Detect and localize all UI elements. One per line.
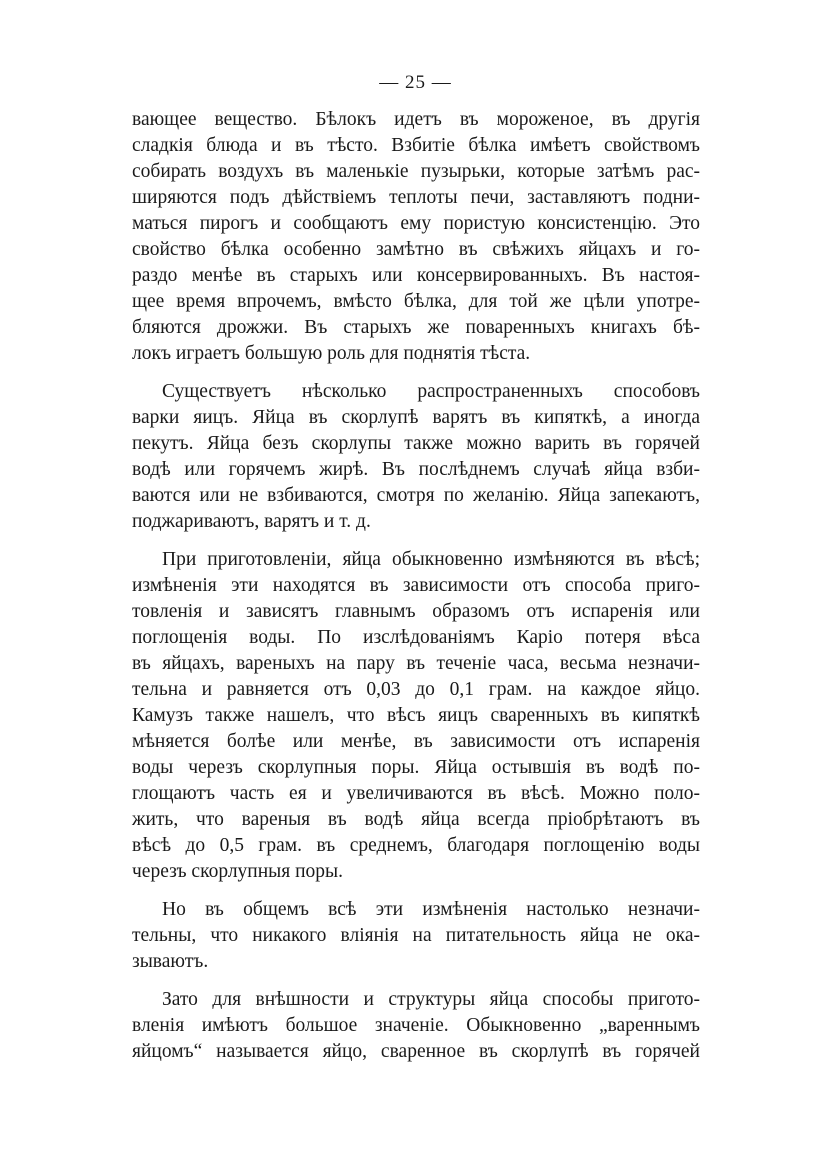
paragraph [132,379,700,535]
text-line: щее время впрочемъ, вмѣсто бѣлка, для той же цѣли употре- [132,291,700,312]
text-line: ширяются подъ дѣйствіемъ теплоты печи, заставляютъ подни- [132,187,700,208]
page-number: — 25 — [379,72,452,93]
paragraph [132,897,700,975]
text-line: бляются дрожжи. Въ старыхъ же поваренныхъ книгахъ бѣ- [132,317,700,338]
text-line: тельны, что никакого вліянія на питательность яйца не ока- [132,925,700,946]
text-line: въ яйцахъ, вареныхъ на пару въ теченіе часа, весьма незначи- [132,653,700,674]
text-line: пекутъ. Яйца безъ скорлупы также можно варить въ горячей [132,433,700,454]
text-line: Камузъ также нашелъ, что вѣсъ яицъ сваренныхъ въ кипяткѣ [132,705,700,726]
text-line: вающее вещество. Бѣлокъ идетъ въ мороженое, въ другія [132,109,700,130]
text-line: глощаютъ часть ея и увеличиваются въ вѣсѣ. Можно поло- [132,783,700,804]
text-line: яйцомъ“ называется яйцо, сваренное въ скорлупѣ въ горячей [132,1041,700,1062]
text-line: раздо менѣе въ старыхъ или консервированныхъ. Въ настоя- [132,265,700,286]
text-line: Зато для внѣшности и структуры яйца способы пригото- [162,989,700,1010]
text-line: Но въ общемъ всѣ эти измѣненія настолько незначи- [162,899,700,920]
text-line: мѣняется болѣе или менѣе, въ зависимости отъ испаренія [132,731,700,752]
text-line: тельна и равняется отъ 0,03 до 0,1 грам. на каждое яйцо. [132,679,700,700]
text-line: локъ играетъ большую роль для поднятія тѣста. [132,343,531,364]
text-line: поглощенія воды. По изслѣдованіямъ Каріо потеря вѣса [132,627,700,648]
text-line: маться пирогъ и сообщаютъ ему пористую консистенцію. Это [132,213,700,234]
text-line: водѣ или горячемъ жирѣ. Въ послѣднемъ случаѣ яйца взби- [132,459,700,480]
body-text [132,107,700,1077]
text-line: сладкія блюда и въ тѣсто. Взбитіе бѣлка имѣетъ свойствомъ [132,135,700,156]
text-line: измѣненія эти находятся въ зависимости отъ способа приго- [132,575,700,596]
text-line: Существуетъ нѣсколько распространенныхъ способовъ [162,381,700,402]
text-line: жить, что вареныя въ водѣ яйца всегда пріобрѣтаютъ въ [132,809,700,830]
text-line: варки яицъ. Яйца въ скорлупѣ варятъ въ кипяткѣ, а иногда [132,407,700,428]
text-line: воды черезъ скорлупныя поры. Яйца остывшія въ водѣ по- [132,757,700,778]
text-line: свойство бѣлка особенно замѣтно въ свѣжихъ яйцахъ и го- [132,239,700,260]
text-line: вѣсѣ до 0,5 грам. въ среднемъ, благодаря поглощенію воды [132,835,700,856]
text-line: ваются или не взбиваются, смотря по желанію. Яйца запекаютъ, [132,485,700,506]
text-line: поджариваютъ, варятъ и т. д. [132,511,371,532]
text-line: товленія и зависятъ главнымъ образомъ отъ испаренія или [132,601,700,622]
text-line: черезъ скорлупныя поры. [132,861,344,882]
paragraph [132,547,700,885]
text-line: При приготовленіи, яйца обыкновенно измѣняются въ вѣсѣ; [162,549,700,570]
text-line: зываютъ. [132,951,209,972]
text-line: собирать воздухъ въ маленькіе пузырьки, которые затѣмъ рас- [132,161,700,182]
paragraph [132,987,700,1065]
paragraph [132,107,700,367]
text-line: вленія имѣютъ большое значеніе. Обыкновенно „вареннымъ [132,1015,700,1036]
